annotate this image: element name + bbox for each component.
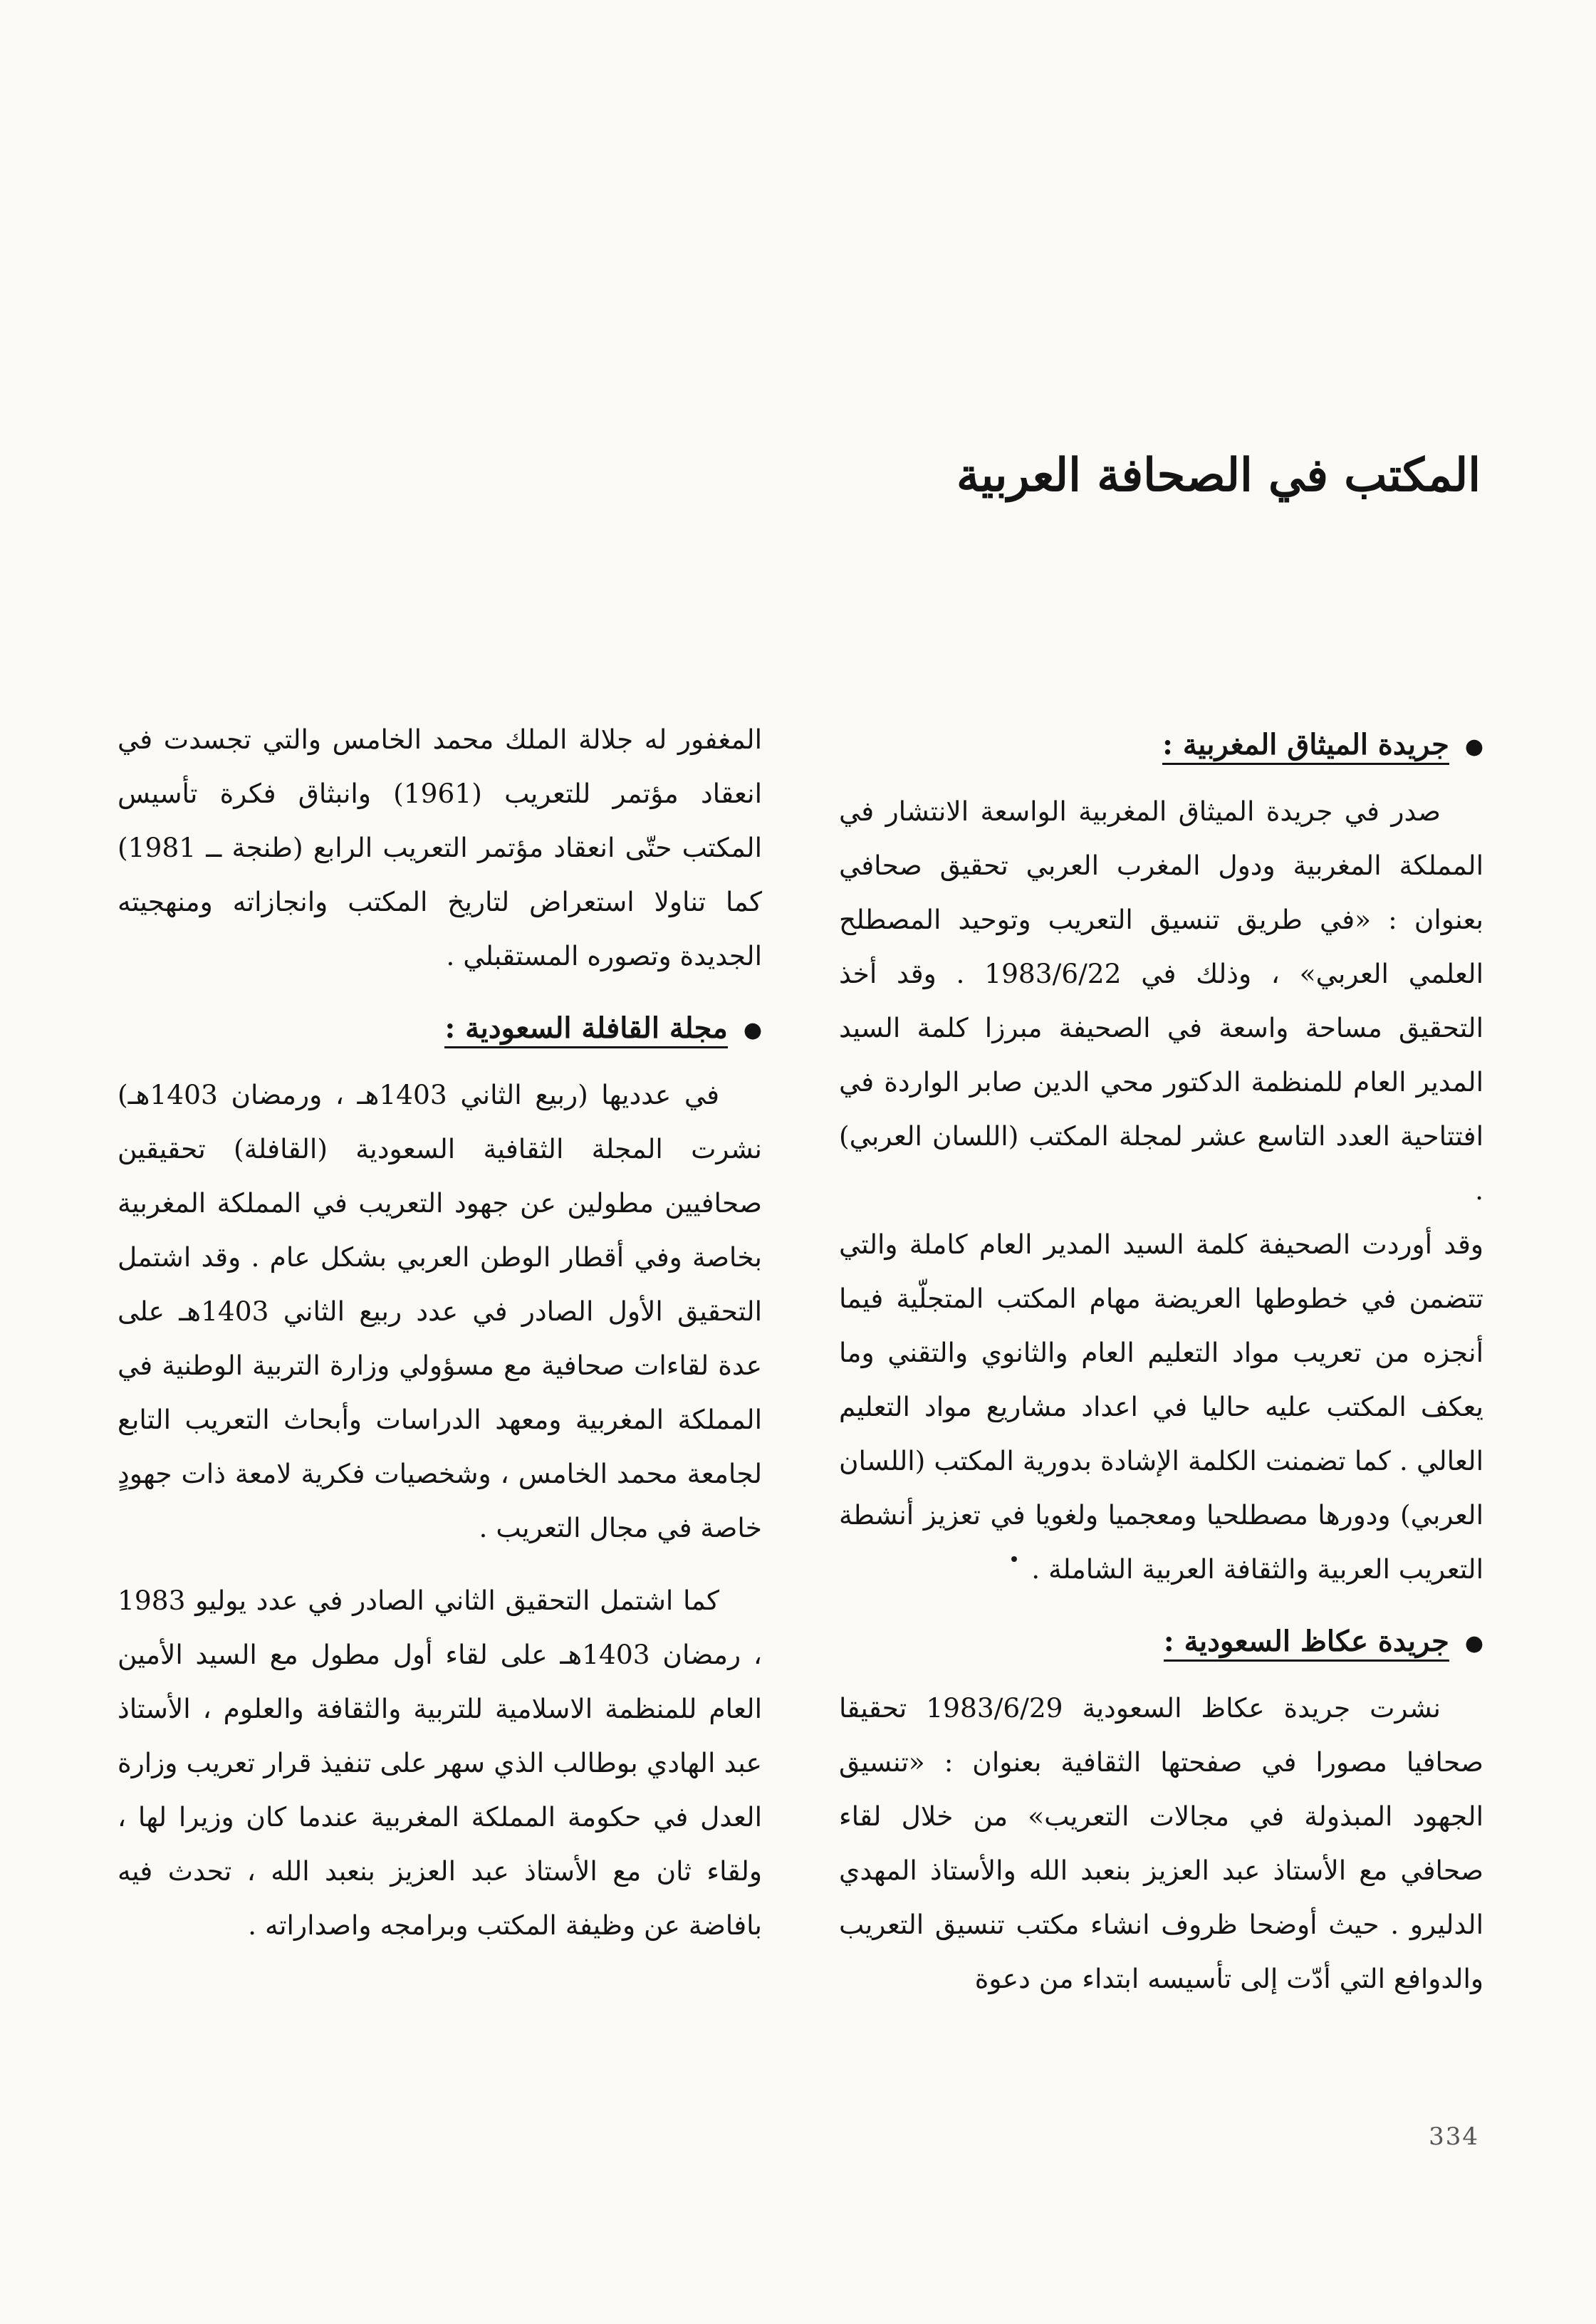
section-okaz: [839, 1615, 1483, 2006]
right-column: [839, 712, 1483, 2006]
heading-text: مجلة القافلة السعودية :: [444, 1011, 727, 1048]
heading-text: جريدة عكاظ السعودية :: [1164, 1625, 1449, 1662]
paragraph: كما اشتمل التحقيق الثاني الصادر في عدد يوليو 1983 ، رمضان 1403هـ على لقاء أول مطول مع السيد الأمين العام للمنظمة الاسلامية للتربية والثقافة والعلوم ، الأستاذ عبد الهادي بوطالب الذي سهر على تنفيذ قرار تعريب وزارة العدل في حكومة المملكة المغربية عندما كان وزيرا لها ، ولقاء ثان مع الأستاذ عبد العزيز بنعبد الله ، تحدث فيه بافاضة عن وظيفة المكتب وبرامجه واصداراته .: [118, 1585, 763, 1941]
page-number: 334: [1429, 2122, 1479, 2151]
section-heading: [839, 1615, 1483, 1671]
paragraph-continuation: المغفور له جلالة الملك محمد الخامس والتي تجسدت في انعقاد مؤتمر للتعريب (1961) وانبثاق فكرة تأسيس المكتب حتّى انعقاد مؤتمر التعريب الرابع (طنجة ــ 1981) كما تناولا استعراض لتاريخ المكتب وانجازاته ومنهجيته الجديدة وتصوره المستقبلي .: [118, 724, 762, 971]
paragraph: وقد أوردت الصحيفة كلمة السيد المدير العام كاملة والتي تتضمن في خطوطها العريضة مهام المكتب المتجلّية فيما أنجزه من تعريب مواد التعليم العام والثانوي والتقني وما يعكف المكتب عليه حاليا في اعداد مشاريع مواد التعليم العالي . كما تضمنت الكلمة الإشادة بدورية المكتب (اللسان العربي) ودورها مصطلحيا ومعجميا ولغويا في تعزيز أنشطة التعريب العربية والثقافة العربية الشاملة .: [839, 1229, 1483, 1585]
scan-speck: [1011, 1556, 1017, 1562]
bullet-icon: ●: [1464, 1631, 1483, 1656]
paragraph: في عدديها (ربيع الثاني 1403هـ ، ورمضان 1403هـ) نشرت المجلة الثقافية السعودية (القافلة) تحقيقين صحافيين مطولين عن جهود التعريب في المملكة المغربية بخاصة وفي أقطار الوطن العربي بشكل عام . وقد اشتمل التحقيق الأول الصادر في عدد ربيع الثاني 1403هـ على عدة لقاءات صحافية مع مسؤولي وزارة التربية الوطنية في المملكة المغربية ومعهد الدراسات وأبحاث التعريب التابع لجامعة محمد الخامس ، وشخصيات فكرية لامعة ذات جهودٍ خاصة في مجال التعريب .: [118, 1079, 762, 1543]
section-heading: [118, 1001, 762, 1058]
page-title: المكتب في الصحافة العربية: [956, 449, 1481, 502]
bullet-icon: ●: [1464, 734, 1483, 759]
section-mithaq: [839, 718, 1483, 1596]
bullet-icon: ●: [743, 1018, 762, 1043]
paragraph: صدر في جريدة الميثاق المغربية الواسعة الانتشار في المملكة المغربية ودول المغرب العربي تحقيق صحافي بعنوان : «في طريق تنسيق التعريب وتوحيد المصطلح العلمي العربي» ، وذلك في 1983/6/22 . وقد أخذ التحقيق مساحة واسعة في الصحيفة مبرزا كلمة السيد المدير العام للمنظمة الدكتور محي الدين صابر الواردة في افتتاحية العدد التاسع عشر لمجلة المكتب (اللسان العربي) .: [839, 796, 1483, 1206]
paragraph: نشرت جريدة عكاظ السعودية 1983/6/29 تحقيقا صحافيا مصورا في صفحتها الثقافية بعنوان : «تنسيق الجهود المبذولة في مجالات التعريب» من خلال لقاء صحافي مع الأستاذ عبد العزيز بنعبد الله والأستاذ المهدي الدليرو . حيث أوضحا ظروف انشاء مكتب تنسيق التعريب والدوافع التي أدّت إلى تأسيسه ابتداء من دعوة: [839, 1692, 1483, 1994]
section-heading: [839, 718, 1483, 774]
heading-text: جريدة الميثاق المغربية :: [1162, 728, 1449, 765]
left-column: [118, 712, 762, 1952]
section-qafila: [118, 1001, 762, 1952]
